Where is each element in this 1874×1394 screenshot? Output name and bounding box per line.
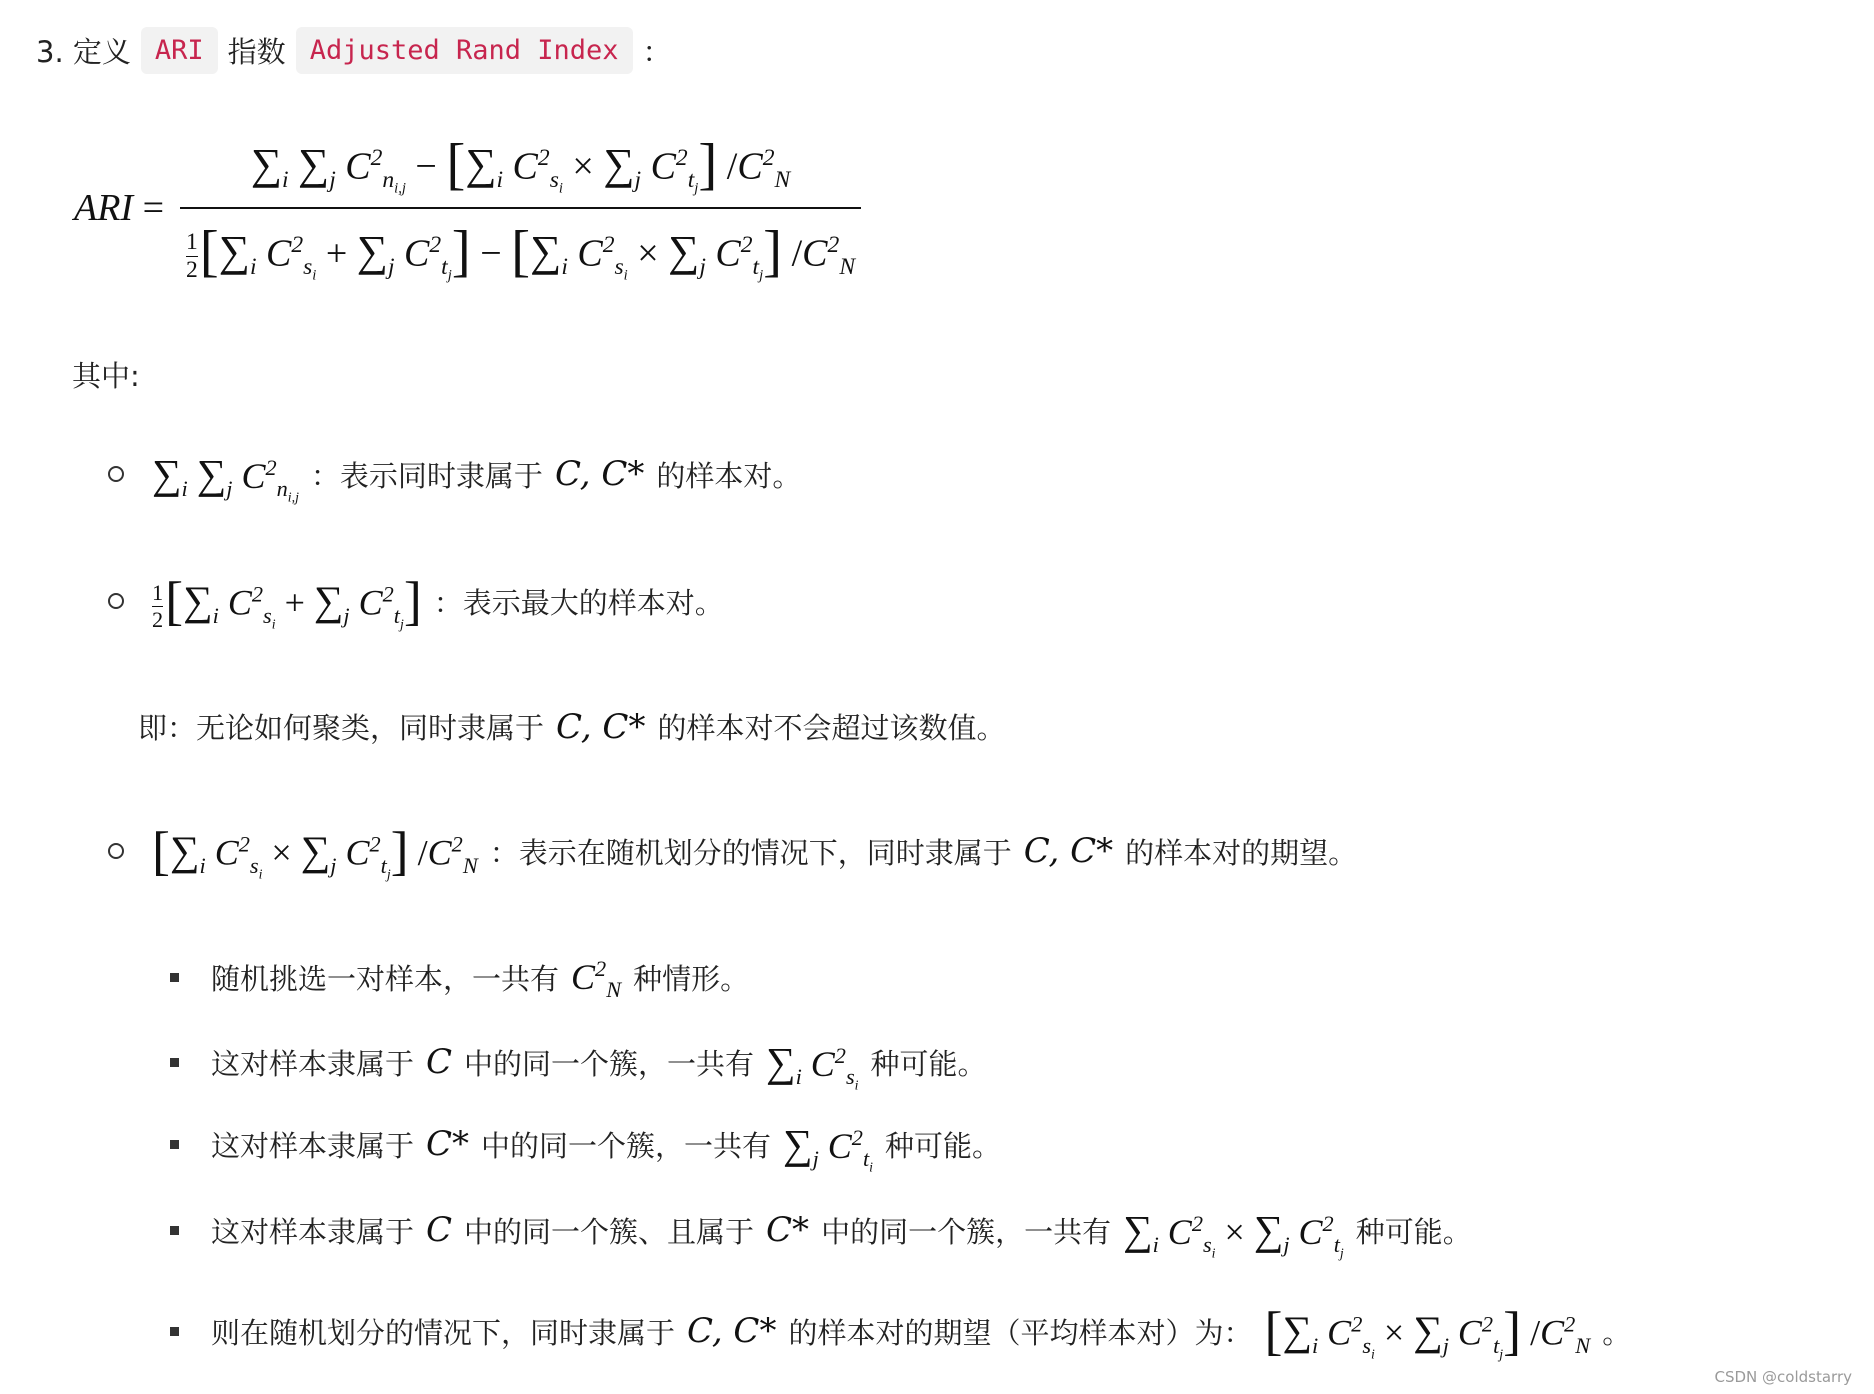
- subitem-text: 随机挑选一对样本，一共有: [211, 961, 560, 996]
- item-text-after: 的样本对的期望。: [1125, 835, 1358, 870]
- subitem-math: [$\sum_i$ $C^2_{s_i} \times \sum_j$ $C^2_{t_j}$] $/C^2_N$: [1264, 1301, 1591, 1362]
- code-ari: ARI: [141, 27, 218, 74]
- subitem-text-after: 种可能。: [1355, 1214, 1472, 1249]
- bullet-circle-icon: [108, 593, 124, 609]
- half-fraction: $\frac{1}{2}$: [186, 229, 198, 284]
- sub-list-item: [170, 1120, 1001, 1175]
- subitem-math: $\sum_j$ $C^2_{t_i}$: [783, 1121, 873, 1175]
- subitem-text: 这对样本隶属于: [211, 1128, 415, 1163]
- subitem-text-after: 。: [1602, 1315, 1632, 1350]
- item-sets: C, C*: [1023, 831, 1114, 871]
- subitem-math: $C^2_N$: [571, 956, 622, 1003]
- subitem-text-after: 种情形。: [633, 961, 750, 996]
- note-paragraph: [138, 706, 1005, 747]
- item-text: ：表示最大的样本对。: [433, 585, 724, 620]
- subitem-text-after: 种可能。: [884, 1128, 1001, 1163]
- bullet-square-icon: [170, 1140, 179, 1149]
- subitem-text-after: 种可能。: [870, 1046, 987, 1081]
- main-formula: [74, 132, 861, 284]
- item-text: ：表示同时隶属于: [310, 458, 543, 493]
- item-text-after: 的样本对。: [656, 458, 802, 493]
- subitem-text: 则在随机划分的情况下，同时隶属于: [211, 1315, 676, 1350]
- subitem-math: $\sum_i$ $C^2_{s_i} \times \sum_j$ $C^2_{t_j}$: [1123, 1207, 1344, 1261]
- subitem-text-mid: 中的同一个簇、且属于: [464, 1214, 755, 1249]
- subitem-text-mid: 中的同一个簇，一共有: [481, 1128, 772, 1163]
- bullet-circle-icon: [108, 843, 124, 859]
- sub-list-item: [170, 1300, 1631, 1362]
- item-sets: C, C*: [554, 454, 645, 494]
- list-item: [108, 570, 724, 633]
- formula-lhs: ARI =: [74, 187, 165, 230]
- subitem-set: C*: [426, 1124, 470, 1164]
- note-before: 即：无论如何聚类，同时隶属于: [138, 711, 545, 745]
- sub-list-item: [170, 1206, 1472, 1261]
- note-sets: C, C*: [556, 706, 646, 747]
- subitem-text-mid: 中的同一个簇，一共有: [464, 1046, 755, 1081]
- subitem-math: $\sum_i$ $C^2_{s_i}$: [766, 1039, 859, 1093]
- subitem-text-mid-2: 中的同一个簇，一共有: [821, 1214, 1112, 1249]
- bullet-square-icon: [170, 973, 179, 982]
- subitem-text: 这对样本隶属于: [211, 1046, 415, 1081]
- formula-fraction: [180, 132, 861, 284]
- sub-list-item: [170, 956, 750, 1003]
- bullet-square-icon: [170, 1058, 179, 1067]
- bullet-circle-icon: [108, 466, 124, 482]
- formula-denominator: $\frac{1}{2}$ [$\sum_i$ $C^2_{s_i} + \sum_j$ $C^2_{t_j}] - [\sum_i$ $C^2_{s_i} \times \sum_j$ $C^2_{t_j}$] $/C^2_N$: [186, 220, 856, 284]
- bullet-square-icon: [170, 1226, 179, 1235]
- note-after: 的样本对不会超过该数值。: [657, 711, 1006, 745]
- heading-mid: 指数: [227, 34, 286, 69]
- formula-numerator: $\sum_i$ $\sum_j$ $C^2_{n_{i,j}} - [\sum_i$ $C^2_{s_i} \times \sum_j$ $C^2_{t_j}$] $/C^2_N$: [250, 133, 791, 197]
- item-math: [$\sum_i$ $C^2_{s_i} \times \sum_j$ $C^2_{t_j}$] $/C^2_N$: [152, 821, 478, 882]
- heading-colon: ：: [642, 34, 672, 69]
- item-math: $\sum_i$ $\sum_j$ $C^2_{n_{i,j}}$: [152, 451, 299, 505]
- heading-number: 3. 定义: [36, 34, 131, 69]
- sub-list-item: [170, 1038, 987, 1093]
- subitem-set: C, C*: [687, 1311, 777, 1351]
- subitem-set-2: C*: [766, 1210, 810, 1250]
- watermark: CSDN @coldstarry: [1714, 1368, 1852, 1386]
- item-math: $\frac{1}{2}$ [$\sum_i$ $C^2_{s_i} + \sum_j$ $C^2_{t_j}$]: [152, 571, 422, 632]
- section-heading: [36, 22, 672, 78]
- subitem-set: C: [426, 1042, 453, 1082]
- list-item: [108, 450, 802, 505]
- code-adjusted-rand-index: Adjusted Rand Index: [296, 27, 633, 74]
- item-text: ：表示在随机划分的情况下，同时隶属于: [489, 835, 1012, 870]
- where-label: 其中:: [72, 359, 140, 393]
- subitem-set: C: [426, 1210, 453, 1250]
- list-item: [108, 820, 1357, 882]
- subitem-text: 这对样本隶属于: [211, 1214, 415, 1249]
- bullet-square-icon: [170, 1327, 179, 1336]
- subitem-text-mid: 的样本对的期望（平均样本对）为：: [788, 1315, 1253, 1350]
